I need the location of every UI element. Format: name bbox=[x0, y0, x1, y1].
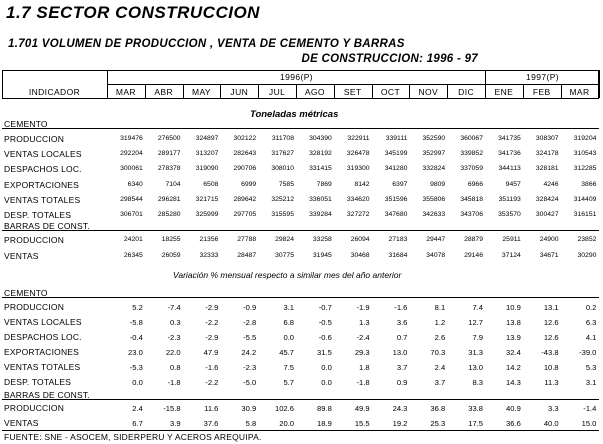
table-cell: 336051 bbox=[309, 195, 332, 203]
table-cell: 25.3 bbox=[430, 419, 446, 428]
table-cell: 4.1 bbox=[585, 333, 597, 342]
table-cell: 30468 bbox=[350, 251, 370, 259]
column-divider bbox=[523, 84, 524, 98]
table-cell: 3.1 bbox=[585, 378, 597, 387]
table-cell: 6.3 bbox=[585, 318, 597, 327]
table-cell: 49.9 bbox=[354, 404, 370, 413]
table-cell: 30775 bbox=[275, 251, 294, 259]
table-cell: 18.9 bbox=[317, 419, 332, 428]
month-header: JUL bbox=[268, 87, 286, 97]
table-cell: 70.3 bbox=[430, 348, 446, 357]
table-cell: 36.6 bbox=[506, 419, 521, 428]
table-cell: 45.7 bbox=[279, 348, 294, 357]
barras-label-2: BARRAS DE CONST. bbox=[4, 390, 90, 400]
table-cell: -1.9 bbox=[356, 303, 370, 312]
table-cell: 316151 bbox=[573, 211, 597, 218]
table-cell: 10.8 bbox=[543, 363, 559, 372]
table-cell: 325999 bbox=[195, 211, 219, 218]
table-cell: 7.9 bbox=[472, 333, 483, 342]
row-label: DESP. TOTALES bbox=[4, 210, 72, 220]
row-label: EXPORTACIONES bbox=[4, 179, 80, 190]
table-cell: 13.0 bbox=[468, 363, 483, 372]
table-cell: -5.3 bbox=[129, 363, 143, 372]
table-cell: 0.0 bbox=[321, 378, 332, 387]
table-cell: 0.7 bbox=[396, 333, 408, 342]
table-cell: 312285 bbox=[573, 165, 597, 173]
table-cell: -43.8 bbox=[541, 348, 559, 357]
table-cell: 37.6 bbox=[203, 419, 219, 428]
month-header: MAY bbox=[191, 87, 211, 97]
table-cell: -2.4 bbox=[356, 333, 370, 342]
table-cell: 289177 bbox=[157, 150, 181, 158]
table-cell: 10.9 bbox=[506, 303, 521, 312]
table-cell: 13.9 bbox=[506, 333, 521, 342]
table-cell: 345199 bbox=[384, 150, 408, 158]
table-cell: 24900 bbox=[539, 236, 559, 243]
month-header: MAR bbox=[569, 87, 590, 97]
table-cell: 37124 bbox=[501, 251, 521, 259]
column-divider bbox=[485, 70, 486, 98]
table-cell: 292204 bbox=[120, 150, 143, 158]
table-cell: 31945 bbox=[312, 251, 332, 259]
table-cell: 2.6 bbox=[434, 333, 446, 342]
table-cell: 0.0 bbox=[321, 363, 332, 372]
table-cell: 343706 bbox=[460, 211, 483, 218]
table-cell: 5.2 bbox=[132, 303, 143, 312]
table-cell: 351596 bbox=[384, 195, 408, 203]
row-label: EXPORTACIONES bbox=[4, 347, 80, 357]
row-label: VENTAS TOTALES bbox=[4, 194, 81, 205]
table-cell: 6508 bbox=[203, 180, 219, 188]
table-cell: 328181 bbox=[535, 165, 559, 173]
table-cell: 327272 bbox=[346, 211, 370, 218]
month-header: SET bbox=[343, 87, 362, 97]
table-cell: 319204 bbox=[573, 135, 597, 142]
year-1997-header: 1997(P) bbox=[525, 72, 560, 82]
year-1996-header: 1996(P) bbox=[279, 72, 314, 82]
section-title: 1.7 SECTOR CONSTRUCCION bbox=[6, 3, 260, 22]
table-cell: 11.6 bbox=[204, 404, 219, 413]
table-cell: 326478 bbox=[346, 150, 370, 158]
table-cell: 20.0 bbox=[279, 419, 294, 428]
table-cell: 6966 bbox=[467, 180, 483, 188]
table-cell: -1.6 bbox=[394, 303, 408, 312]
table-cell: -5.5 bbox=[243, 333, 257, 342]
table-cell: 36.8 bbox=[430, 404, 446, 413]
table-cell: 40.9 bbox=[506, 404, 521, 413]
table-title-line1: 1.701 VOLUMEN DE PRODUCCION , VENTA DE CEMENTO Y BARRAS bbox=[8, 38, 405, 50]
table-cell: -1.8 bbox=[356, 378, 370, 387]
table-cell: 300061 bbox=[120, 165, 143, 173]
table-cell: 0.3 bbox=[170, 318, 181, 327]
table-cell: 289642 bbox=[233, 195, 257, 203]
table-cell: 3.6 bbox=[396, 318, 408, 327]
table-cell: 0.2 bbox=[585, 303, 597, 312]
table-cell: 29447 bbox=[426, 236, 446, 243]
table-cell: 6397 bbox=[392, 180, 408, 188]
table-cell: 315595 bbox=[271, 211, 294, 218]
table-cell: 344113 bbox=[498, 165, 521, 173]
table-cell: 12.6 bbox=[543, 333, 559, 342]
month-header: OCT bbox=[380, 87, 401, 97]
table-cell: 2.4 bbox=[132, 404, 143, 413]
table-cell: 302122 bbox=[233, 135, 257, 142]
table-cell: 3.3 bbox=[548, 404, 559, 413]
table-cell: -2.3 bbox=[167, 333, 181, 342]
table-cell: 3.7 bbox=[396, 363, 408, 372]
table-cell: 339852 bbox=[460, 150, 483, 158]
header-top-rule bbox=[2, 70, 599, 71]
variation-note: Variación % mensual respecto a similar mes del año anterior bbox=[173, 270, 402, 280]
table-cell: 5.8 bbox=[245, 419, 257, 428]
table-cell: 278378 bbox=[157, 165, 181, 173]
table-cell: 328192 bbox=[309, 150, 332, 158]
table-cell: 2.4 bbox=[434, 363, 446, 372]
row-label: DESP. TOTALES bbox=[4, 377, 72, 387]
table-cell: 331415 bbox=[309, 165, 332, 173]
table-cell: -39.0 bbox=[579, 348, 597, 357]
table-cell: 339111 bbox=[385, 135, 408, 142]
table-cell: 341280 bbox=[384, 165, 408, 173]
table-cell: 7.5 bbox=[283, 363, 294, 372]
column-divider bbox=[183, 84, 184, 98]
table-cell: 33.8 bbox=[468, 404, 483, 413]
table-cell: 3.9 bbox=[170, 419, 181, 428]
row-label: VENTAS bbox=[4, 418, 39, 428]
column-divider bbox=[107, 70, 108, 98]
table-cell: 332824 bbox=[422, 165, 446, 173]
column-divider bbox=[145, 84, 146, 98]
table-cell: -0.9 bbox=[243, 303, 257, 312]
table-cell: 334620 bbox=[346, 195, 370, 203]
table-cell: 29146 bbox=[464, 251, 483, 259]
column-divider bbox=[561, 84, 562, 98]
table-cell: 317627 bbox=[271, 150, 294, 158]
table-cell: -2.3 bbox=[243, 363, 257, 372]
table-cell: 33258 bbox=[312, 236, 332, 243]
table-cell: 13.8 bbox=[506, 318, 521, 327]
table-cell: -1.4 bbox=[583, 404, 597, 413]
table-cell: 352997 bbox=[422, 150, 446, 158]
table-cell: 347680 bbox=[384, 211, 408, 218]
table-cell: 5.7 bbox=[283, 378, 294, 387]
table-cell: 24201 bbox=[123, 236, 143, 243]
table-cell: 22.0 bbox=[165, 348, 181, 357]
table-cell: 27183 bbox=[388, 236, 408, 243]
block2-top-rule bbox=[2, 297, 599, 298]
table-cell: -2.2 bbox=[205, 378, 219, 387]
table-cell: -2.8 bbox=[243, 318, 257, 327]
table-cell: 282643 bbox=[233, 150, 257, 158]
column-divider bbox=[296, 84, 297, 98]
table-cell: 13.0 bbox=[392, 348, 408, 357]
table-cell: 26345 bbox=[123, 251, 143, 259]
table-cell: 34078 bbox=[426, 251, 446, 259]
table-cell: 290706 bbox=[233, 165, 257, 173]
table-cell: 313207 bbox=[195, 150, 219, 158]
table-cell: 1.8 bbox=[359, 363, 370, 372]
table-cell: 89.8 bbox=[317, 404, 332, 413]
table-cell: 3.7 bbox=[434, 378, 446, 387]
table-cell: 28879 bbox=[464, 236, 483, 243]
table-cell: 30.9 bbox=[241, 404, 257, 413]
table-cell: 28487 bbox=[237, 251, 257, 259]
table-cell: 12.6 bbox=[543, 318, 559, 327]
row-label: PRODUCCION bbox=[4, 302, 65, 312]
table-cell: 353570 bbox=[498, 211, 521, 218]
header-right-border bbox=[599, 70, 600, 98]
table-cell: 304390 bbox=[309, 135, 332, 142]
table-cell: 32333 bbox=[199, 251, 219, 259]
block1-barras-rule bbox=[2, 230, 599, 231]
table-cell: 276500 bbox=[157, 135, 181, 142]
table-cell: 300427 bbox=[535, 211, 559, 218]
table-cell: 11.3 bbox=[544, 378, 559, 387]
table-cell: 352590 bbox=[422, 135, 446, 142]
row-label: VENTAS bbox=[4, 250, 39, 261]
table-cell: 26094 bbox=[350, 236, 370, 243]
block2-barras-rule bbox=[2, 399, 599, 400]
table-cell: 12.7 bbox=[468, 318, 483, 327]
table-cell: -2.9 bbox=[205, 303, 219, 312]
table-cell: 30290 bbox=[577, 251, 597, 259]
table-cell: 9457 bbox=[505, 180, 521, 188]
block1-top-rule bbox=[2, 128, 599, 129]
table-cell: 15.0 bbox=[581, 419, 597, 428]
table-cell: 4246 bbox=[543, 180, 559, 188]
table-cell: 8.1 bbox=[434, 303, 446, 312]
table-cell: 7585 bbox=[278, 180, 294, 188]
table-cell: 3.1 bbox=[283, 303, 294, 312]
table-cell: 296281 bbox=[157, 195, 181, 203]
table-cell: 47.9 bbox=[203, 348, 219, 357]
table-cell: 6340 bbox=[127, 180, 143, 188]
month-header: ENE bbox=[494, 87, 514, 97]
table-cell: 6.7 bbox=[132, 419, 143, 428]
table-cell: 341736 bbox=[498, 150, 521, 158]
table-cell: 24.2 bbox=[241, 348, 257, 357]
cemento-label-2: CEMENTO bbox=[4, 288, 48, 298]
column-divider bbox=[447, 84, 448, 98]
table-cell: 321715 bbox=[195, 195, 219, 203]
table-cell: -5.0 bbox=[243, 378, 257, 387]
table-cell: 6999 bbox=[241, 180, 257, 188]
column-divider bbox=[258, 84, 259, 98]
table-cell: -5.8 bbox=[129, 318, 143, 327]
table-cell: 7104 bbox=[165, 180, 181, 188]
table-cell: 34671 bbox=[539, 251, 559, 259]
cemento-label-1: CEMENTO bbox=[4, 119, 48, 129]
table-cell: 18255 bbox=[161, 236, 181, 243]
barras-label-1: BARRAS DE CONST. bbox=[4, 221, 90, 231]
row-label: PRODUCCION bbox=[4, 134, 65, 144]
table-cell: 345818 bbox=[460, 195, 483, 203]
table-cell: 23.0 bbox=[128, 348, 143, 357]
column-divider bbox=[334, 84, 335, 98]
table-cell: -15.8 bbox=[163, 404, 181, 413]
table-cell: -0.5 bbox=[318, 318, 332, 327]
table-cell: 8.3 bbox=[472, 378, 483, 387]
table-cell: 0.0 bbox=[132, 378, 143, 387]
source-rule bbox=[2, 430, 599, 431]
table-cell: 325212 bbox=[271, 195, 294, 203]
row-label: PRODUCCION bbox=[4, 403, 65, 413]
table-cell: 297705 bbox=[233, 211, 257, 218]
table-cell: 3866 bbox=[581, 180, 597, 188]
table-cell: 40.0 bbox=[543, 419, 559, 428]
month-header: ABR bbox=[154, 87, 174, 97]
column-divider bbox=[220, 84, 221, 98]
row-label: VENTAS TOTALES bbox=[4, 362, 81, 372]
table-cell: -0.7 bbox=[318, 303, 332, 312]
table-cell: 26059 bbox=[161, 251, 181, 259]
row-label: VENTAS LOCALES bbox=[4, 317, 82, 327]
table-cell: 324178 bbox=[535, 150, 559, 158]
table-cell: 339284 bbox=[309, 211, 332, 218]
table-cell: 7.4 bbox=[472, 303, 483, 312]
table-cell: 337059 bbox=[460, 165, 483, 173]
table-cell: 308307 bbox=[535, 135, 559, 142]
table-cell: 341735 bbox=[498, 135, 521, 142]
table-cell: 355806 bbox=[422, 195, 446, 203]
table-cell: 31.5 bbox=[317, 348, 332, 357]
table-cell: 23852 bbox=[577, 236, 597, 243]
month-header: FEB bbox=[532, 87, 551, 97]
row-label: PRODUCCION bbox=[4, 235, 65, 245]
table-cell: 5.3 bbox=[585, 363, 597, 372]
table-cell: -7.4 bbox=[167, 303, 181, 312]
year-divider-rule bbox=[107, 84, 599, 85]
month-header: DIC bbox=[458, 87, 474, 97]
table-cell: 31.3 bbox=[468, 348, 483, 357]
table-cell: 1.2 bbox=[434, 318, 446, 327]
table-cell: 32.4 bbox=[506, 348, 521, 357]
table-cell: 308010 bbox=[271, 165, 294, 173]
table-cell: 360067 bbox=[460, 135, 483, 142]
table-cell: 285280 bbox=[157, 211, 181, 218]
column-divider bbox=[409, 84, 410, 98]
table-cell: 29824 bbox=[275, 236, 294, 243]
table-cell: 17.5 bbox=[468, 419, 483, 428]
table-cell: 25911 bbox=[502, 236, 521, 243]
table-cell: -0.6 bbox=[318, 333, 332, 342]
table-cell: -0.4 bbox=[129, 333, 143, 342]
row-label: DESPACHOS LOC. bbox=[4, 332, 82, 342]
table-cell: 14.3 bbox=[506, 378, 521, 387]
table-cell: 311708 bbox=[271, 135, 294, 142]
month-header: AGO bbox=[304, 87, 325, 97]
table-title-line2: DE CONSTRUCCION: 1996 - 97 bbox=[301, 53, 478, 65]
table-cell: 319090 bbox=[195, 165, 219, 173]
row-label: VENTAS LOCALES bbox=[4, 149, 82, 160]
table-cell: 19.2 bbox=[392, 419, 408, 428]
table-cell: 351193 bbox=[498, 195, 521, 203]
table-cell: 319300 bbox=[346, 165, 370, 173]
table-cell: -1.8 bbox=[167, 378, 181, 387]
table-cell: 8142 bbox=[354, 180, 370, 188]
table-cell: 298544 bbox=[120, 195, 143, 203]
table-cell: 0.0 bbox=[283, 333, 294, 342]
column-divider bbox=[598, 70, 599, 98]
table-cell: 1.3 bbox=[359, 318, 370, 327]
table-cell: 324897 bbox=[195, 135, 219, 142]
table-cell: 14.2 bbox=[506, 363, 521, 372]
month-header: MAR bbox=[115, 87, 136, 97]
table-cell: 102.6 bbox=[274, 404, 294, 413]
table-cell: 7869 bbox=[316, 180, 332, 188]
table-cell: -2.9 bbox=[205, 333, 219, 342]
table-cell: 310543 bbox=[573, 150, 597, 158]
row-label: DESPACHOS LOC. bbox=[4, 164, 82, 175]
month-header: NOV bbox=[418, 87, 439, 97]
table-cell: 328424 bbox=[535, 195, 559, 203]
table-cell: -1.6 bbox=[205, 363, 219, 372]
table-cell: 0.9 bbox=[396, 378, 408, 387]
header-bottom-rule bbox=[2, 98, 599, 99]
table-cell: 24.3 bbox=[392, 404, 408, 413]
month-header: JUN bbox=[230, 87, 249, 97]
table-cell: 306701 bbox=[120, 211, 143, 218]
table-cell: 29.3 bbox=[354, 348, 370, 357]
table-cell: 9809 bbox=[430, 180, 446, 188]
table-cell: 31684 bbox=[388, 251, 408, 259]
table-cell: 6.8 bbox=[283, 318, 294, 327]
table-cell: 0.8 bbox=[170, 363, 181, 372]
table-cell: 322911 bbox=[347, 135, 370, 142]
source-note: FUENTE: SNE - ASOCEM, SIDERPERU Y ACEROS AREQUIPA. bbox=[4, 432, 262, 442]
table-cell: 314409 bbox=[573, 195, 597, 203]
table-cell: 15.5 bbox=[354, 419, 370, 428]
table-cell: 13.1 bbox=[543, 303, 559, 312]
table-cell: 342633 bbox=[422, 211, 446, 218]
table-cell: 27788 bbox=[237, 236, 257, 243]
table-cell: -2.2 bbox=[205, 318, 219, 327]
column-divider bbox=[372, 84, 373, 98]
indicador-header: INDICADOR bbox=[28, 87, 81, 97]
units-subtitle: Toneladas métricas bbox=[250, 109, 339, 120]
table-cell: 21356 bbox=[199, 236, 219, 243]
table-cell: 319476 bbox=[120, 135, 143, 142]
